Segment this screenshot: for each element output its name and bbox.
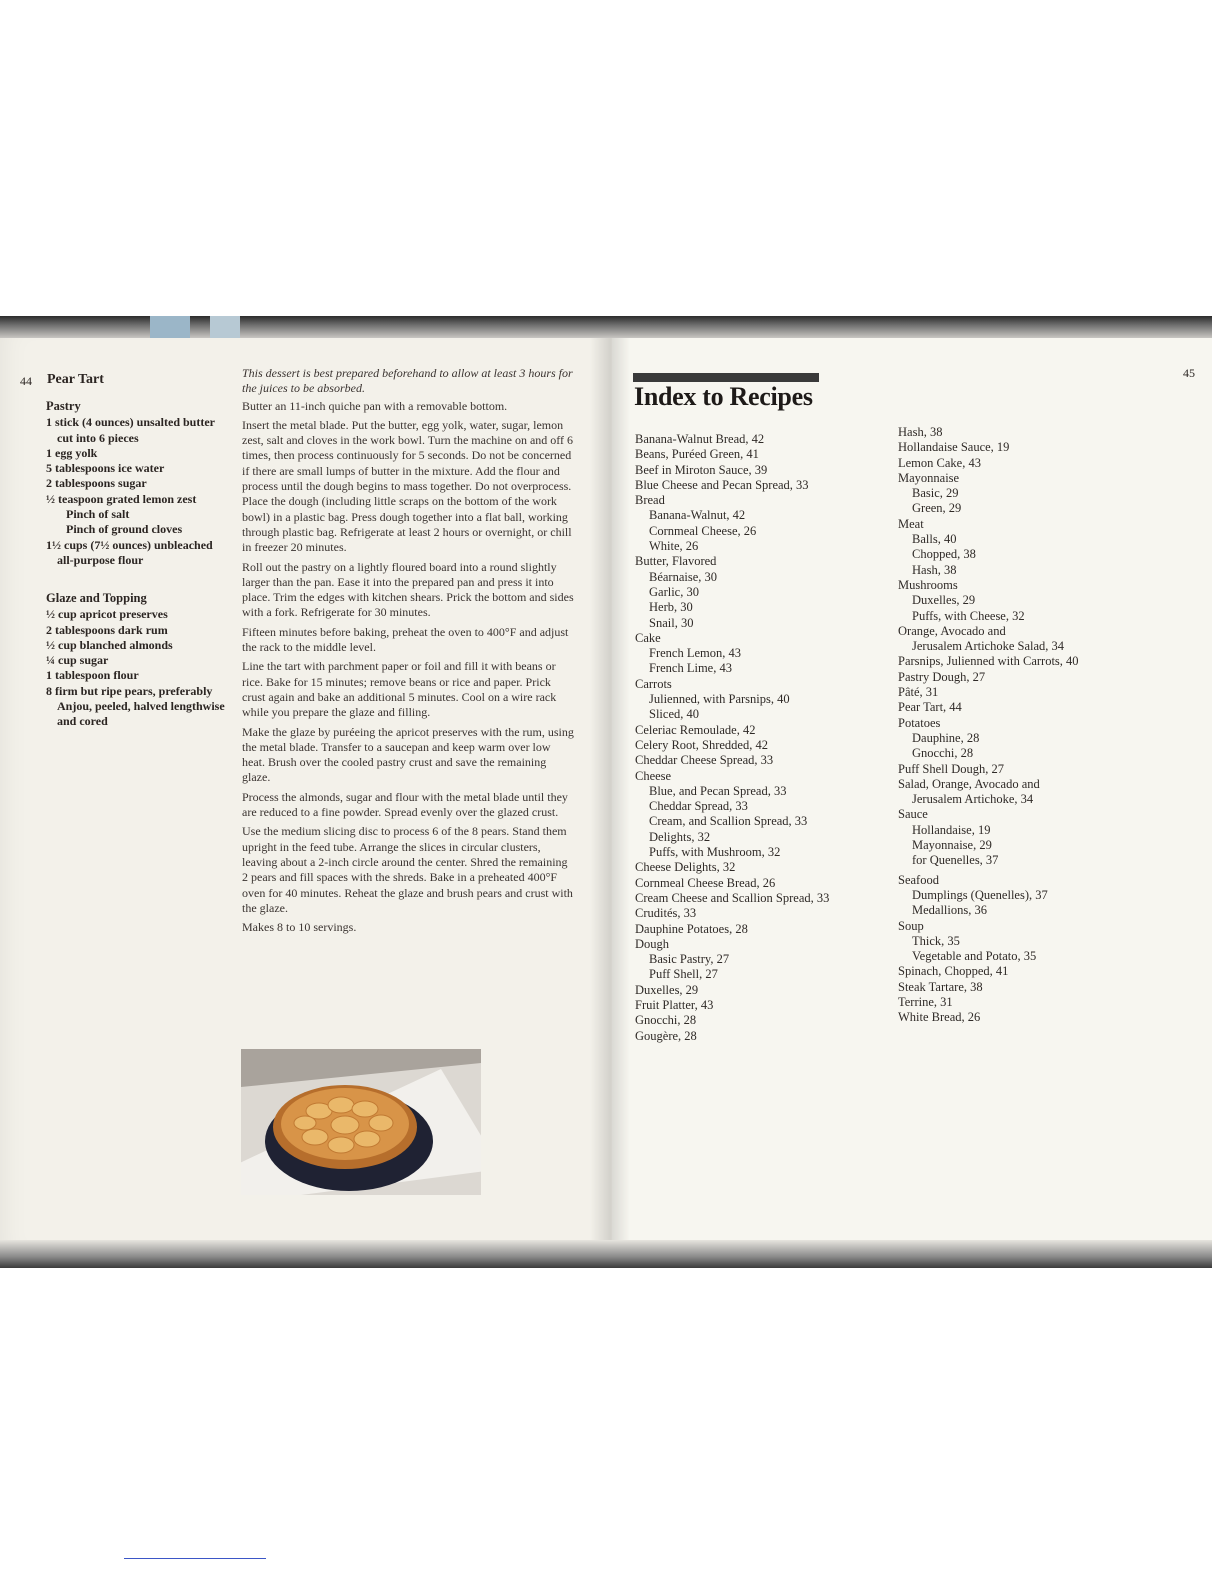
index-subentry: Balls, 40 — [912, 532, 957, 547]
index-subentry: for Quenelles, 37 — [912, 853, 999, 868]
ingredient-item: ½ teaspoon grated lemon zest — [46, 491, 197, 506]
ingredient-item: 1 stick (4 ounces) unsalted butter cut into 6 pieces — [46, 415, 215, 445]
index-subentry: Sliced, 40 — [649, 707, 699, 722]
index-entry: Bread — [635, 493, 665, 508]
index-entry: Crudités, 33 — [635, 906, 697, 921]
index-subentry: French Lemon, 43 — [649, 646, 741, 661]
instruction-paragraphs — [242, 399, 576, 936]
ingredient-item: 1½ cups (7½ ounces) unbleached all-purpose flour — [46, 537, 213, 567]
index-entry: Sauce — [898, 807, 928, 822]
instruction-paragraph: Make the glaze by puréeing the apricot preserves with the rum, using the metal blade. Transfer to a saucepan and keep warm over low heat. Brush over the cooled pastry crust and save the remaining glaze. — [242, 724, 574, 785]
index-entry: Puff Shell Dough, 27 — [898, 761, 1005, 776]
instruction-paragraph: Butter an 11-inch quiche pan with a removable bottom. — [242, 398, 508, 413]
ingredient-item: Pinch of salt — [66, 507, 130, 522]
instruction-paragraph: Makes 8 to 10 servings. — [242, 920, 357, 935]
index-subentry: Blue, and Pecan Spread, 33 — [649, 783, 787, 798]
instruction-paragraph: Use the medium slicing disc to process 6 of the 8 pears. Stand them upright in the feed tube. Arrange the slices in circular clusters, leaving about a 2-inch circle around the center. Shred the remaining 2 pears and fill spaces with the shreds. Bake in a preheated 400°F oven for 40 minutes. Reheat the glaze and brush pears and crust with the glaze. — [242, 824, 573, 915]
index-entry: Pear Tart, 44 — [898, 700, 962, 715]
index-subentry: White, 26 — [649, 539, 699, 554]
ingredient-item: 2 tablespoons sugar — [46, 476, 147, 491]
index-subentry: Basic Pastry, 27 — [649, 952, 730, 967]
edge-tab — [210, 316, 240, 338]
index-subentry: Snail, 30 — [649, 615, 694, 630]
index-subentry: Jerusalem Artichoke, 34 — [912, 792, 1034, 807]
index-column-2 — [898, 425, 1079, 1026]
index-subentry: Basic, 29 — [912, 486, 959, 501]
index-entry: Mushrooms — [898, 577, 958, 592]
index-entry: Steak Tartare, 38 — [898, 979, 983, 994]
index-entry: Hollandaise Sauce, 19 — [898, 440, 1010, 455]
index-subentry: Dumplings (Quenelles), 37 — [912, 887, 1048, 902]
index-entry: Lemon Cake, 43 — [898, 455, 981, 470]
index-entry: Gougère, 28 — [635, 1028, 697, 1043]
instruction-paragraph: Process the almonds, sugar and flour with the metal blade until they are reduced to a fine powder. Spread evenly over the glazed crust. — [242, 789, 568, 820]
instruction-paragraph: Line the tart with parchment paper or foil and fill it with beans or rice. Bake for 15 minutes; remove beans or rice and paper. Prick crust again and bake an additional 5 minutes. Cool on a wire rack while you prepare the glaze and filling. — [242, 659, 557, 720]
index-subentry: Julienned, with Parsnips, 40 — [649, 692, 790, 707]
index-entry: Cheddar Cheese Spread, 33 — [635, 753, 774, 768]
page-number-left: 44 — [20, 374, 32, 388]
index-subentry: Mayonnaise, 29 — [912, 838, 992, 853]
pastry-ingredients — [46, 399, 232, 568]
glaze-ingredients — [46, 591, 232, 730]
index-entry: Seafood — [898, 872, 939, 887]
index-entry: Blue Cheese and Pecan Spread, 33 — [635, 477, 809, 492]
index-entry: Pâté, 31 — [898, 685, 939, 700]
index-entry: Carrots — [635, 676, 672, 691]
ingredient-item: 1 egg yolk — [46, 445, 98, 460]
index-entry: Pastry Dough, 27 — [898, 669, 986, 684]
index-subentry: Dauphine, 28 — [912, 730, 980, 745]
index-entry: Cornmeal Cheese Bread, 26 — [635, 875, 776, 890]
index-entry: Spinach, Chopped, 41 — [898, 964, 1009, 979]
index-entry: Hash, 38 — [898, 425, 943, 439]
index-entry: Terrine, 31 — [898, 994, 953, 1009]
index-subentry: Medallions, 36 — [912, 903, 987, 918]
index-entry: Orange, Avocado and — [898, 623, 1006, 638]
ingredient-item: 2 tablespoons dark rum — [46, 622, 168, 637]
index-title: Index to Recipes — [634, 382, 813, 411]
index-entry: Mayonnaise — [898, 470, 960, 485]
recipe-instructions — [242, 366, 576, 939]
index-entry: Soup — [898, 918, 924, 933]
index-subentry: Gnocchi, 28 — [912, 746, 974, 761]
index-entry: Banana-Walnut Bread, 42 — [635, 432, 765, 446]
index-entry: Beans, Puréed Green, 41 — [635, 447, 759, 462]
link-underline — [124, 1558, 266, 1559]
recipe-intro: This dessert is best prepared beforehand to allow at least 3 hours for the juices to be absorbed. — [242, 366, 573, 396]
index-subentry: Puff Shell, 27 — [649, 967, 718, 982]
index-entry: Butter, Flavored — [635, 554, 717, 569]
index-entry: Celery Root, Shredded, 42 — [635, 737, 768, 752]
index-subentry: Hash, 38 — [912, 562, 957, 577]
index-subentry: Herb, 30 — [649, 600, 693, 615]
title-rule — [633, 373, 819, 382]
index-subentry: Green, 29 — [912, 501, 962, 516]
index-subentry: Cornmeal Cheese, 26 — [649, 523, 757, 538]
index-entry: Potatoes — [898, 715, 941, 730]
instruction-paragraph: Insert the metal blade. Put the butter, egg yolk, water, sugar, lemon zest, salt and cloves in the work bowl. Turn the machine on and off 6 times, then process continuously for 5 seconds. Do not be concerned if there are small lumps of butter in the mixture. Add the flour and process until the dough begins to mass together. Do not overprocess. Place the dough (including little scraps on the bottom of the work bowl) in a plastic bag. Press dough together into a flat ball, working through plastic bag. Refrigerate at least 2 hours or overnight, or chill in freezer 20 minutes. — [242, 417, 574, 555]
index-subentry: Chopped, 38 — [912, 547, 976, 562]
pastry-list — [46, 415, 232, 568]
glaze-list — [46, 607, 232, 729]
index-column-1 — [635, 432, 829, 1044]
index-entry: Cream Cheese and Scallion Spread, 33 — [635, 890, 830, 905]
ingredient-item: 1 tablespoon flour — [46, 668, 139, 683]
index-entry: Parsnips, Julienned with Carrots, 40 — [898, 654, 1079, 669]
pear-tart-photo — [241, 1049, 481, 1195]
recipe-title: Pear Tart — [47, 372, 104, 387]
index-subentry: Duxelles, 29 — [912, 593, 976, 608]
index-entry: Duxelles, 29 — [635, 982, 699, 997]
index-entry: White Bread, 26 — [898, 1010, 981, 1025]
index-subentry: Delights, 32 — [649, 829, 711, 844]
index-entry: Meat — [898, 516, 924, 531]
index-subentry: Jerusalem Artichoke Salad, 34 — [912, 639, 1065, 654]
index-subentry: Thick, 35 — [912, 933, 960, 948]
index-entry: Cake — [635, 630, 661, 645]
index-subentry: Garlic, 30 — [649, 584, 699, 599]
ingredient-item: ½ cup blanched almonds — [46, 637, 173, 652]
ingredient-item: ½ cup apricot preserves — [46, 607, 168, 622]
index-subentry: Vegetable and Potato, 35 — [912, 949, 1037, 964]
index-subentry: French Lime, 43 — [649, 661, 732, 676]
instruction-paragraph: Roll out the pastry on a lightly floured board into a round slightly larger than the pan. Ease it into the prepared pan and press it into place. Trim the edges with kitchen shears. Prick the bottom and sides with a fork. Refrigerate for 30 minutes. — [242, 559, 574, 620]
index-subentry: Cream, and Scallion Spread, 33 — [649, 814, 808, 829]
index-entry: Fruit Platter, 43 — [635, 997, 714, 1012]
index-entry: Gnocchi, 28 — [635, 1013, 697, 1028]
index-entry: Dough — [635, 936, 670, 951]
index-subentry: Puffs, with Mushroom, 32 — [649, 845, 781, 860]
pastry-heading: Pastry — [46, 399, 81, 413]
index-entry: Dauphine Potatoes, 28 — [635, 921, 748, 936]
index-entry: Celeriac Remoulade, 42 — [635, 722, 756, 737]
photo-image — [241, 1049, 481, 1195]
edge-tab — [150, 316, 190, 338]
book-top-edge — [0, 316, 1212, 338]
page-number-right: 45 — [1183, 366, 1195, 380]
index-entry: Beef in Miroton Sauce, 39 — [635, 462, 768, 477]
book-gutter — [590, 338, 630, 1240]
ingredient-item: Pinch of ground cloves — [66, 522, 183, 537]
index-entry: Cheese Delights, 32 — [635, 860, 736, 875]
ingredient-item: 8 firm but ripe pears, preferably Anjou, peeled, halved lengthwise and cored — [46, 683, 225, 729]
index-entry: Cheese — [635, 768, 672, 783]
index-subentry: Banana-Walnut, 42 — [649, 508, 746, 523]
index-subentry: Cheddar Spread, 33 — [649, 799, 748, 814]
ingredient-item: ¼ cup sugar — [46, 653, 109, 668]
index-subentry: Béarnaise, 30 — [649, 569, 718, 584]
glaze-heading: Glaze and Topping — [46, 591, 147, 605]
ingredient-item: 5 tablespoons ice water — [46, 461, 165, 476]
book-bottom-edge — [0, 1240, 1212, 1268]
instruction-paragraph: Fifteen minutes before baking, preheat the oven to 400°F and adjust the rack to the middle level. — [242, 624, 569, 655]
index-subentry: Puffs, with Cheese, 32 — [912, 608, 1025, 623]
index-subentry: Hollandaise, 19 — [912, 822, 991, 837]
index-entry: Salad, Orange, Avocado and — [898, 776, 1040, 791]
